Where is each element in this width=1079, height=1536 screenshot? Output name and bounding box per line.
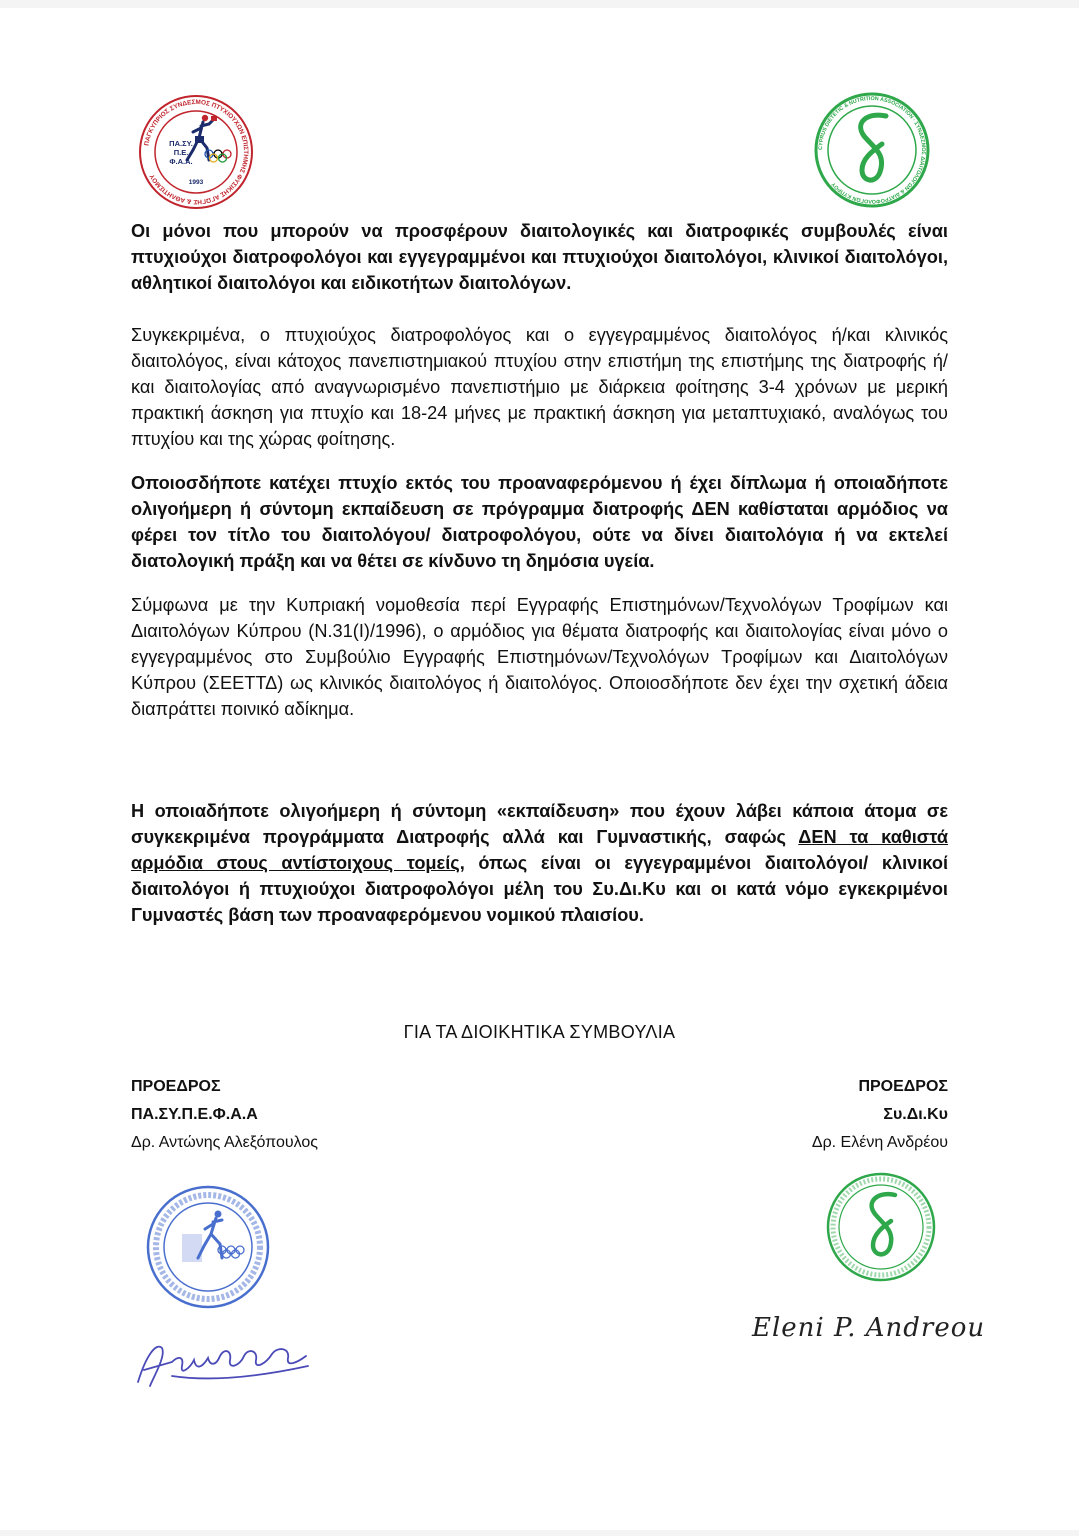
andreou-signature-icon [748,1306,988,1346]
sydiky-logo-icon [808,92,936,208]
paragraph-short-training-end: , όπως είναι οι εγγεγραμμένοι διαιτολόγοι/ κλινικοί διαιτολόγοι ή πτυχιούχοι διατροφολόγοι μέλη του Συ.Δι.Κυ και οι κατά νόμο εγκεκριμένοι Γυμναστές βάση των προαναφερόμενου νομικού πλαισίου. [131,853,948,925]
signatory-right [812,1073,948,1157]
logo-ring-text: CYPRUS DIETETIC & NUTRITION ASSOCIATION · ΣΥΝΔΕΣΜΟΣ ΔΙΑΙΤΟΛΟΓΩΝ & ΔΙΑΤΡΟΦΟΛΟΓΩΝ ΚΥΠΡΟΥ [817,95,927,205]
paragraph-short-training [131,798,948,928]
paragraph-not-qualified: Οποιοσδήποτε κατέχει πτυχίο εκτός του προαναφερόμενου ή έχει δίπλωμα ή οποιαδήποτε ολιγοήμερη ή σύντομη εκπαίδευση σε πρόγραμμα διατροφής ΔΕΝ καθίσταται αρμόδιος να φέρει τον τίτλο του διαιτολόγου/ διατροφολόγου, ούτε να δίνει διαιτολόγια ή να εκτελεί διατολογική πράξη και να θέτει σε κίνδυνο τη δημόσια υγεία. [131,473,948,571]
andreou-signature-text: Eleni P. Andreou [752,1313,986,1343]
paragraph-qualifications: Συγκεκριμένα, ο πτυχιούχος διατροφολόγος και ο εγγεγραμμένος διαιτολόγος ή/και κλινικός διαιτολόγος, είναι κάτοχος πανεπιστημιακού πτυχίου στην επιστήμη της επιστήμης της διατροφής ή/και διαιτολογίας από αναγνωρισμένο πανεπιστήμιο με διάρκεια φοίτησης 3-4 χρόνων με μερική πρακτική άσκηση για πτυχίο και 18-24 μήνες με πρακτική άσκηση για μεταπτυχιακό, αναλόγως του πτυχίου και της χώρας φοίτησης. [131,325,948,449]
pasypefaa-logo-icon [127,94,265,210]
signatory-left-name: Δρ. Αντώνης Αλεξόπουλος [131,1134,318,1151]
document-page [0,8,1079,1530]
paragraph-short-training-start: Η οποιαδήποτε ολιγοήμερη ή σύντομη «εκπαίδευση» που έχουν λάβει κάποια άτομα σε συγκεκριμένα προγράμματα Διατροφής αλλά και Γυμναστικής, σαφώς [131,801,948,847]
logo-ring-text: ΠΑΓΚΥΠΡΙΟΣ ΣΥΝΔΕΣΜΟΣ ΠΤΥΧΙΟΥΧΩΝ ΕΠΙΣΤΗΜΗΣ ΦΥΣΙΚΗΣ ΑΓΩΓΗΣ & ΑΘΛΗΤΙΣΜΟΥ [143,98,250,206]
paragraph-short-training-underlined: ΔΕΝ τα καθιστά αρμόδια στους αντίστοιχους τομείς [131,827,949,873]
paragraph-legislation: Σύμφωνα με την Κυπριακή νομοθεσία περί Εγγραφής Επιστημόνων/Τεχνολόγων Τροφίμων και Διαιτολόγων Κύπρου (Ν.31(Ι)/1996), ο αρμόδιος για θέματα διατροφής και διαιτολογίας είναι μόνο ο εγγεγραμμένος στο Συμβούλιο Εγγραφής Επιστημόνων/Τεχνολόγων Τροφίμων και Διαιτολόγων Κύπρου (ΣΕΕΤΤΔ) ως κλινικός διαιτολόγος ή διαιτολόγος. Οποιοσδήποτε δεν έχει την σχετική άδεια διαπράττει ποινικό αδίκημα. [131,595,948,719]
signatory-left-org: ΠΑ.ΣΥ.Π.Ε.Φ.Α.Α [131,1106,258,1123]
svg-text:ΠΑΓΚΥΠΡΙΟΣ ΣΥΝΔΕΣΜΟΣ ΠΤΥΧΙΟΥΧΩ [143,99,249,205]
signatory-left [131,1073,318,1157]
paragraph-qualified-professionals: Οι μόνοι που μπορούν να προσφέρουν διαιτολογικές και διατροφικές συμβουλές είναι πτυχιούχοι διατροφολόγοι και εγγεγραμμένοι και πτυχιούχοι διαιτολόγοι, κλινικοί διαιτολόγοι, αθλητικοί διαιτολόγοι και ειδικοτήτων διαιτολόγων. [131,221,948,293]
sydiky-stamp-icon [825,1171,937,1283]
logo-abbrev-line-3: Φ.Α.Α. [169,157,193,166]
logo-year: 1993 [188,179,204,186]
signatory-right-org: Συ.Δι.Κυ [883,1106,948,1123]
signatory-left-role: ΠΡΟΕΔΡΟΣ [131,1078,221,1095]
pasypefaa-stamp-icon [138,1182,278,1312]
alexopoulos-signature-icon [132,1326,312,1396]
logo-abbrev-line-2: Π.Ε. [173,148,189,157]
signatory-right-name: Δρ. Ελένη Ανδρέου [811,1134,948,1151]
logo-abbrev-line-1: ΠΑ.ΣΥ. [169,139,193,148]
boards-heading: ΓΙΑ ΤΑ ΔΙΟΙΚΗΤΙΚΑ ΣΥΜΒΟΥΛΙΑ [403,1022,676,1042]
signatory-right-role: ΠΡΟΕΔΡΟΣ [858,1078,948,1095]
